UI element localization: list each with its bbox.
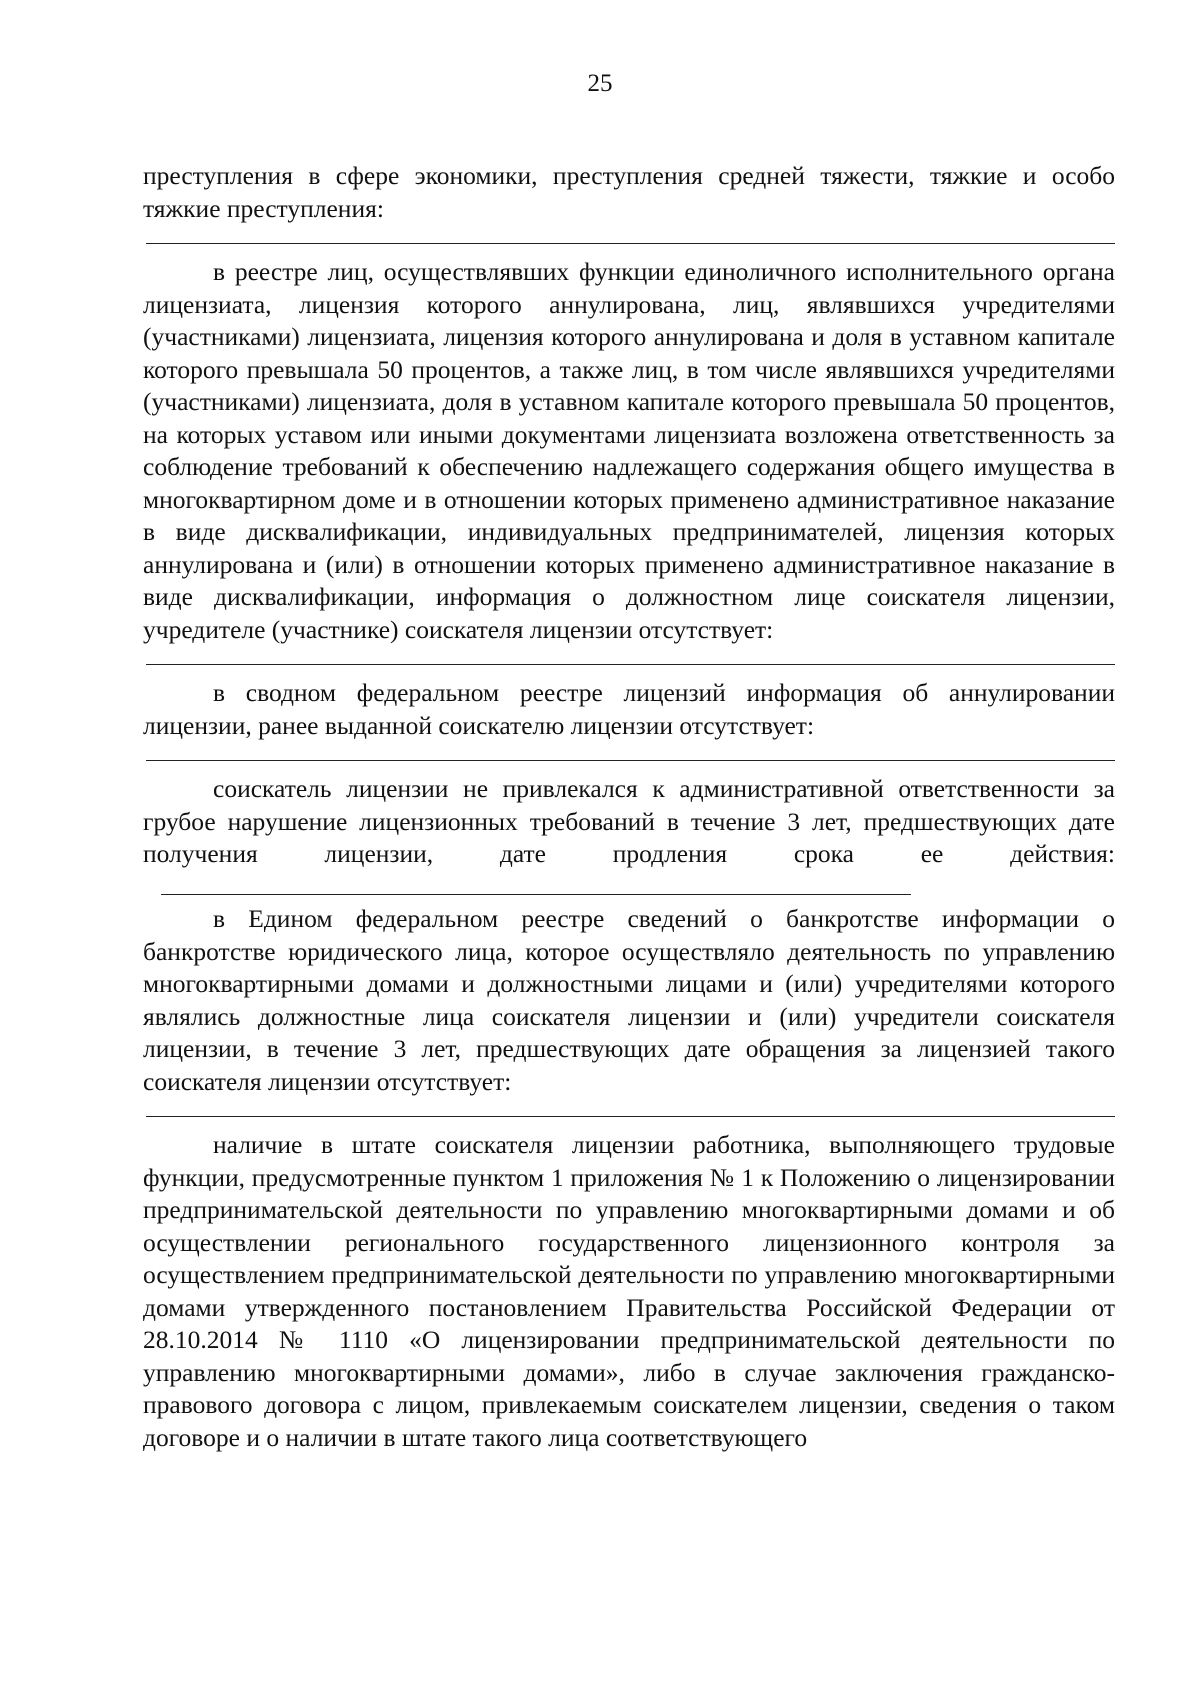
continuation-text: преступления в сфере экономики, преступления средней тяжести, тяжкие и особо тяжкие преступления:: [143, 161, 1115, 223]
fill-in-line-5[interactable]: [146, 1116, 1115, 1117]
fill-in-line-3[interactable]: [146, 760, 1115, 761]
paragraph-administrative-liability: [143, 773, 1115, 903]
paragraph-license-registry: в сводном федеральном реестре лицензий информация об аннулировании лицензии, ранее выданной соискателю лицензии отсутствует:: [143, 678, 1115, 740]
paragraph-staff-employee: наличие в штате соискателя лицензии работника, выполняющего трудовые функции, предусмотренные пунктом 1 приложения № 1 к Положению о лицензировании предпринимательской деятельности по управлению многоквартирными домами и об осуществлении регионального государственного лицензионного контроля за осуществлением предпринимательской деятельности по управлению многоквартирными домами утвержденного постановлением Правительства Российской Федерации от 28.10.2014 № 1110 «О лицензировании предпринимательской деятельности по управлению многоквартирными домами», либо в случае заключения гражданско-правового договора с лицом, привлекаемым соискателем лицензии, сведения о таком договоре и о наличии в штате такого лица соответствующего: [143, 1130, 1115, 1452]
paragraph-persons-registry: в реестре лиц, осуществлявших функции единоличного исполнительного органа лицензиата, лицензия которого аннулирована, лиц, являвшихся учредителями (участниками) лицензиата, лицензия которого аннулирована и доля в уставном капитале которого превышала 50 процентов, а также лиц, в том числе являвшихся учредителями (участниками) лицензиата, доля в уставном капитале которого превышала 50 процентов, на которых уставом или иными документами лицензиата возложена ответственность за соблюдение требований к обеспечению надлежащего содержания общего имущества в многоквартирном доме и в отношении которых применено административное наказание в виде дисквалификации, индивидуальных предпринимателей, лицензия которых аннулирована и (или) в отношении которых применено административное наказание в виде дисквалификации, информация о должностном лице соискателя лицензии, учредителе (участнике) соискателя лицензии отсутствует:: [143, 257, 1115, 644]
document-body: [143, 160, 1115, 1454]
paragraph-bankruptcy-registry: в Едином федеральном реестре сведений о банкротстве информации о банкротстве юридического лица, которое осуществляло деятельность по управлению многоквартирными домами и должностными лицами и (или) учредителями которого являлись должностные лица соискателя лицензии и (или) учредители соискателя лицензии, в течение 3 лет, предшествующих дате обращения за лицензией такого соискателя лицензии отсутствует:: [143, 904, 1115, 1096]
fill-in-line-4[interactable]: [161, 872, 911, 895]
page-number: 25: [587, 70, 613, 97]
paragraph-administrative-liability-text: соискатель лицензии не привлекался к административной ответственности за грубое нарушение лицензионных требований в течение 3 лет, предшествующих дате получения лицензии, дате продления срока ее действия:: [143, 774, 1115, 868]
fill-in-line-1[interactable]: [146, 243, 1115, 244]
fill-in-line-2[interactable]: [146, 664, 1115, 665]
